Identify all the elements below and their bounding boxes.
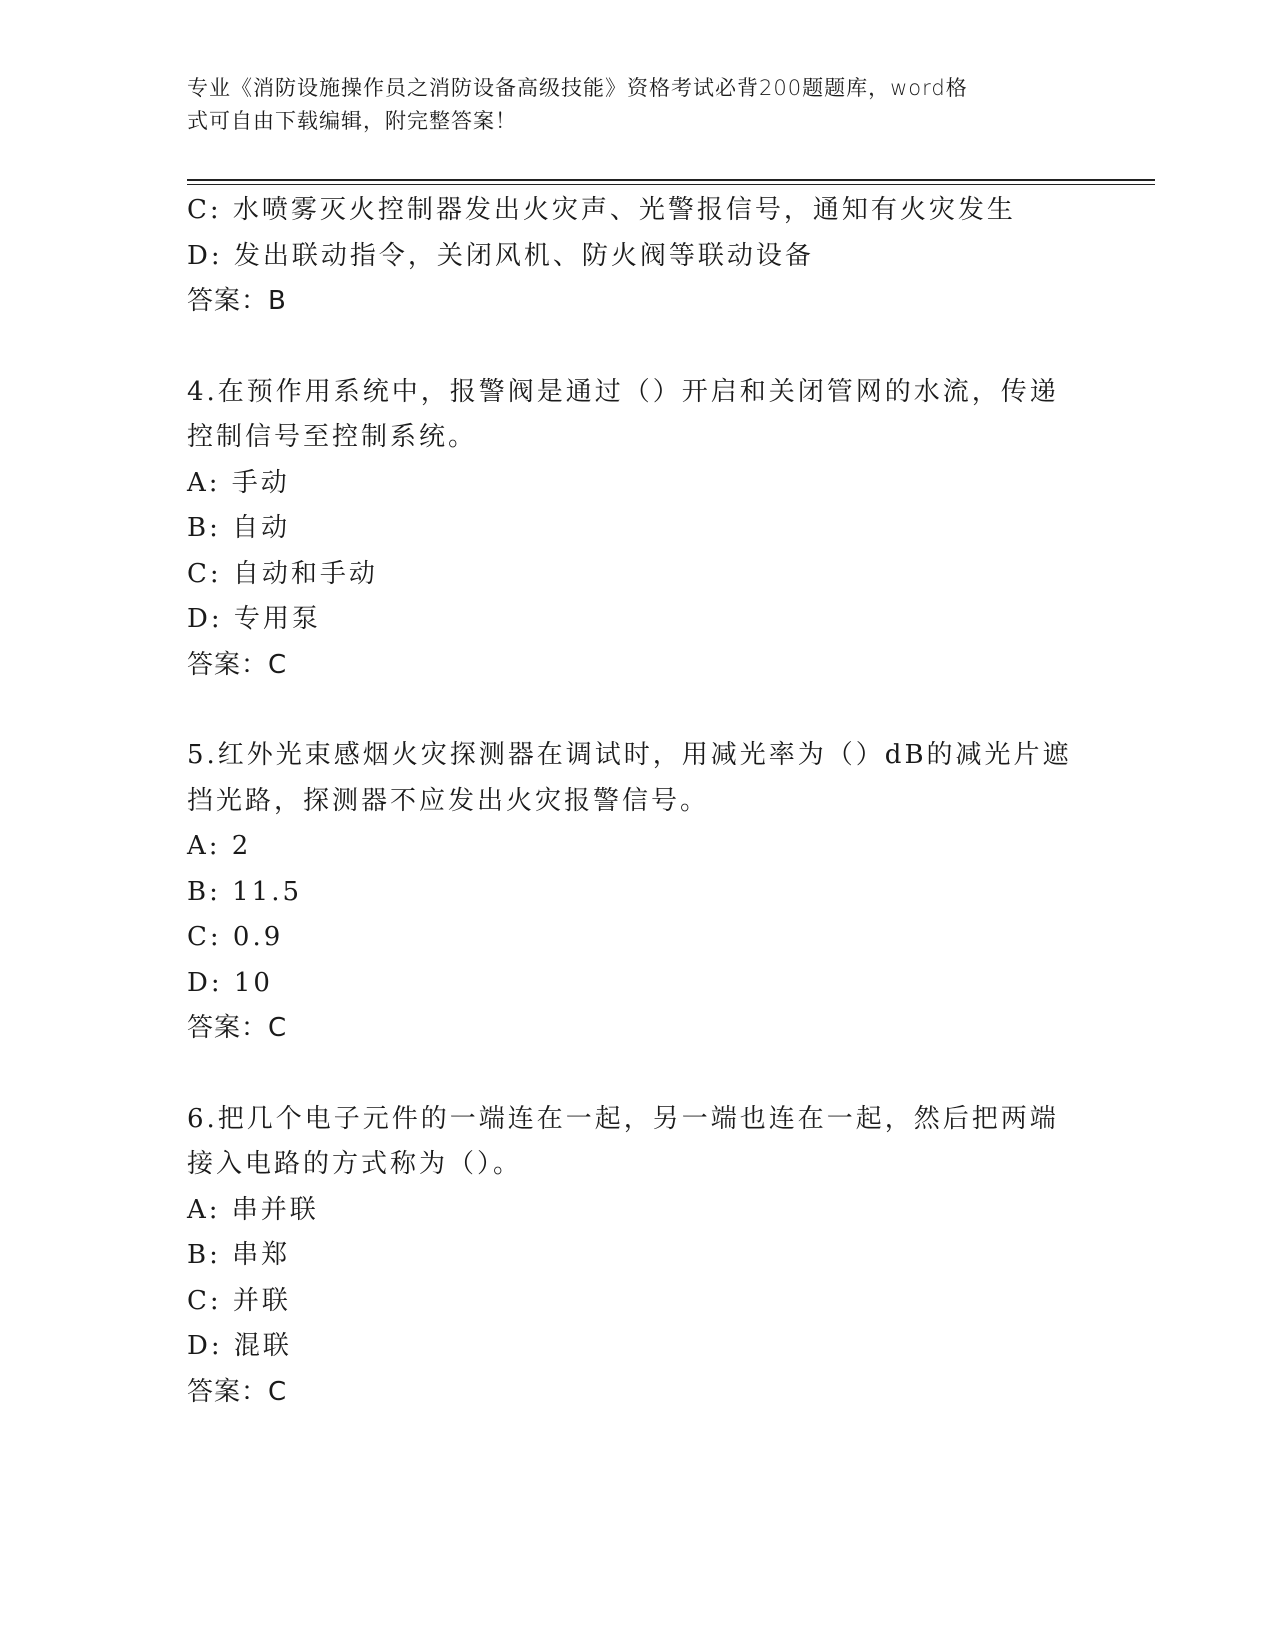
- question-text: 5.红外光束感烟火灾探测器在调试时，用减光率为（）dB的减光片遮: [187, 740, 1072, 770]
- option-b: B: 自动: [187, 513, 291, 543]
- question-text-continued: 接入电路的方式称为（）。: [187, 1149, 523, 1179]
- option-a: A: 2: [187, 831, 252, 861]
- option-a: A: 手动: [187, 467, 290, 498]
- question-text-continued: 控制信号至控制系统。: [187, 422, 478, 452]
- answer-label: 答案：B: [187, 286, 287, 316]
- question-list: [187, 188, 1087, 1415]
- document-header: [187, 72, 1067, 138]
- answer-label: 答案：C: [187, 1376, 288, 1407]
- header-line-1: 专业《消防设施操作员之消防设备高级技能》资格考试必背200题题库，word格: [187, 76, 968, 100]
- option-c: C: 并联: [187, 1285, 291, 1316]
- option-a: A: 串并联: [187, 1194, 319, 1225]
- header-divider-thick: [187, 179, 1155, 181]
- header-line-2: 式可自由下载编辑，附完整答案！: [187, 109, 517, 133]
- question-block-4: [187, 370, 1087, 689]
- spacer: [187, 688, 1087, 733]
- question-block-5: [187, 733, 1087, 1052]
- question-block-6: [187, 1097, 1087, 1416]
- option-d: D: 10: [187, 967, 273, 998]
- answer-label: 答案：C: [187, 1013, 288, 1043]
- option-c: C: 自动和手动: [187, 558, 378, 589]
- spacer: [187, 1052, 1087, 1097]
- answer-label: 答案：C: [187, 649, 288, 680]
- option-c: C: 0.9: [187, 922, 284, 952]
- question-text-continued: 挡光路，探测器不应发出火灾报警信号。: [187, 785, 710, 816]
- question-block-previous: [187, 188, 1087, 325]
- option-b: B: 11.5: [187, 876, 303, 907]
- option-d: D: 专用泵: [187, 604, 321, 634]
- header-divider-thin: [187, 184, 1155, 185]
- spacer: [187, 325, 1087, 370]
- question-text: 4.在预作用系统中，报警阀是通过（）开启和关闭管网的水流，传递: [187, 376, 1059, 407]
- question-text: 6.把几个电子元件的一端连在一起，另一端也连在一起，然后把两端: [187, 1103, 1059, 1134]
- option-c: C: 水喷雾灭火控制器发出火灾声、光警报信号，通知有火灾发生: [187, 195, 1016, 225]
- option-b: B: 串郑: [187, 1240, 291, 1270]
- option-d: D: 混联: [187, 1331, 292, 1361]
- option-d: D: 发出联动指令，关闭风机、防火阀等联动设备: [187, 240, 814, 271]
